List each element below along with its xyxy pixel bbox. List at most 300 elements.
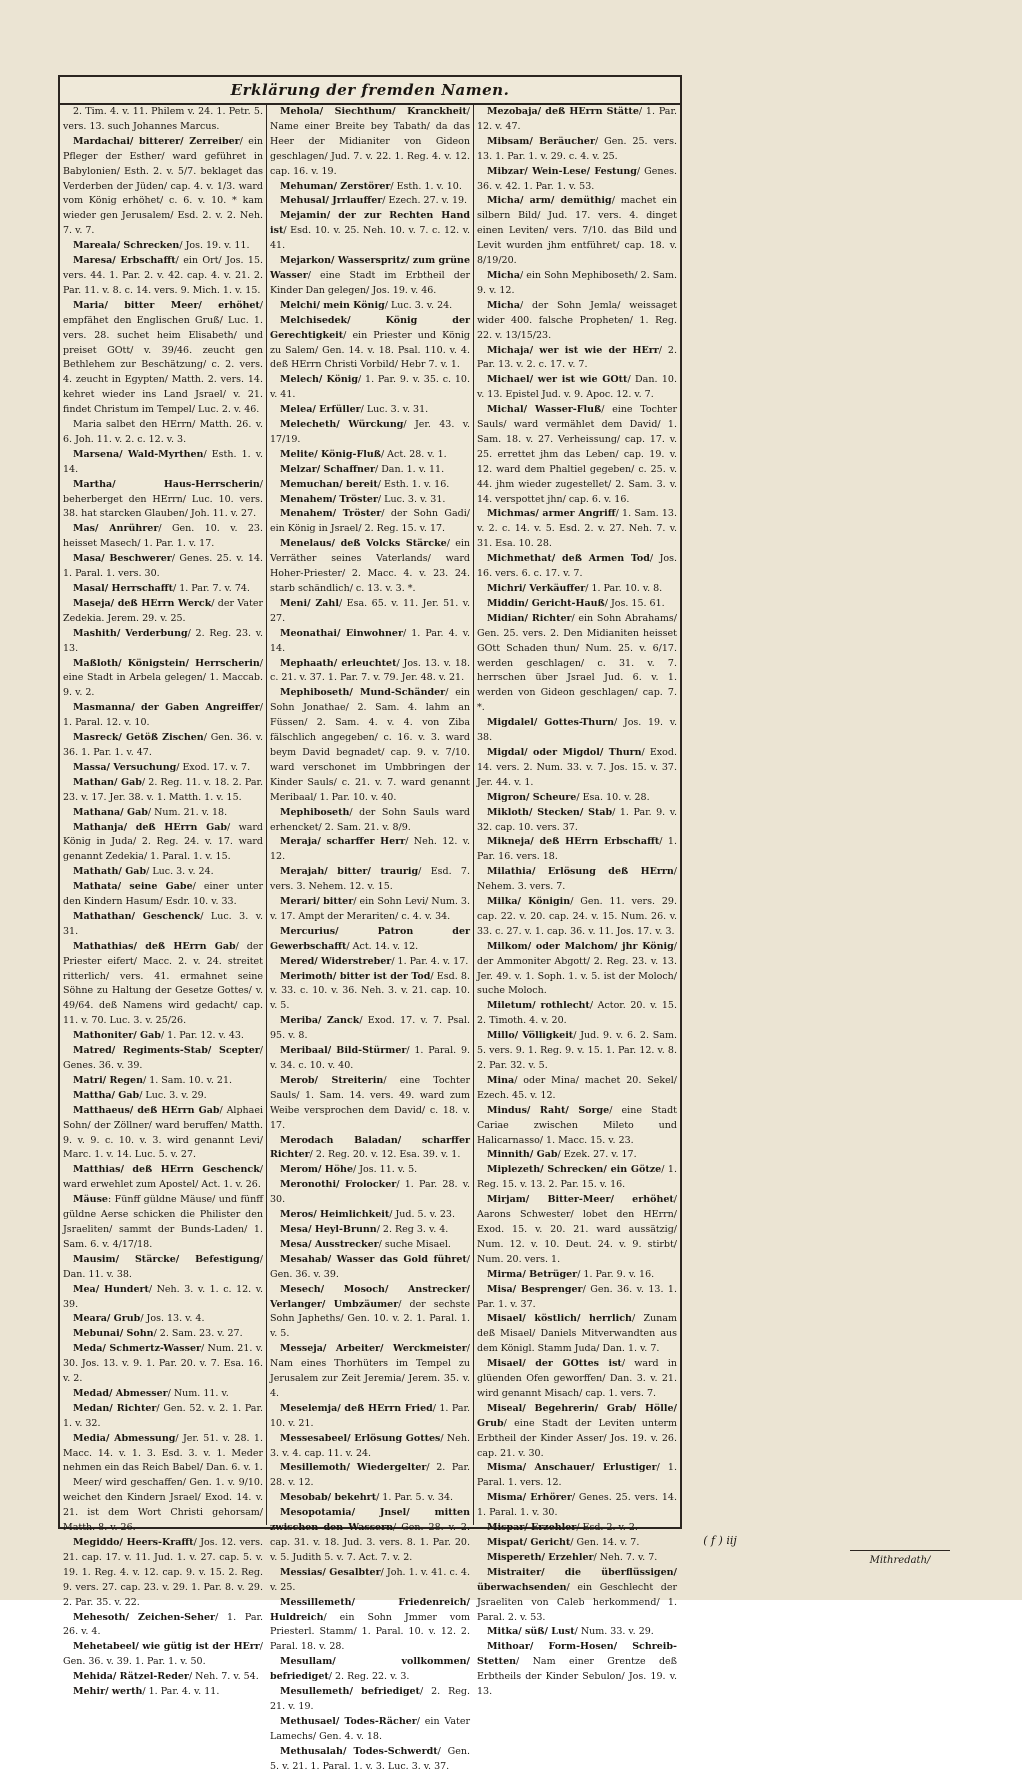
entry-text: / 2. Reg. 23. v. 13. xyxy=(63,627,263,654)
entry-headword: Michal/ Wasser-Fluß xyxy=(487,404,602,416)
dictionary-entry xyxy=(477,165,677,195)
dictionary-entry xyxy=(477,806,677,836)
entry-headword: Merom/ Höhe xyxy=(280,1164,353,1176)
dictionary-entry xyxy=(270,537,470,597)
entry-text: / Genes. 25. vers. 14. 1. Paral. 1. v. 30. xyxy=(477,1492,677,1519)
entry-headword: Mathoniter/ Gab xyxy=(73,1030,161,1042)
entry-headword: Messeja/ Arbeiter/ Werckmeister xyxy=(280,1343,467,1355)
dictionary-entry xyxy=(270,686,470,805)
entry-text: / Num. 21. v. 30. Jos. 13. v. 9. 1. Par. 20. v. 7. Esa. 16. v. 2. xyxy=(63,1343,263,1385)
dictionary-entry xyxy=(63,418,263,448)
entry-text: / eine Stadt im Erbtheil der Kinder Dan gelegen/ Jos. 19. v. 46. xyxy=(270,269,470,296)
entry-text: / Jos. 19. v. 11. xyxy=(179,240,250,252)
dictionary-entry xyxy=(477,269,677,299)
dictionary-entry xyxy=(63,1089,263,1104)
dictionary-entry xyxy=(477,865,677,895)
entry-headword: Meronothi/ Frolocker xyxy=(280,1179,397,1191)
dictionary-entry xyxy=(270,1283,470,1343)
dictionary-entry xyxy=(63,1253,263,1283)
dictionary-entry xyxy=(270,194,470,209)
dictionary-entry xyxy=(63,627,263,657)
dictionary-entry xyxy=(63,776,263,806)
entry-headword: Masreck/ Getöß Zischen xyxy=(73,732,204,744)
entry-headword: Masa/ Beschwerer xyxy=(73,553,172,565)
dictionary-entry xyxy=(477,1357,677,1402)
entry-text: / ein Verräther seines Vaterlands/ ward Hoher-Priester/ 2. Macc. 4. v. 23. 24. starb schändlich/ c. 13. v. 3. *. xyxy=(270,538,470,594)
dictionary-entry xyxy=(270,1715,470,1745)
dictionary-entry xyxy=(477,895,677,940)
entry-text: / Esd. 2. v. 2. xyxy=(576,1522,638,1534)
dictionary-entry xyxy=(63,552,263,582)
dictionary-entry xyxy=(477,1193,677,1268)
entry-headword: Mered/ Widerstreber xyxy=(280,955,392,967)
entry-text: / der Priester eifert/ Macc. 2. v. 24. streitet ritterlich/ vers. 41. ermahnet seine Söhne zu Haltung der Gesetze Gottes/ v. 49/64. deß Namens wird gedacht/ cap. 11. v. 70. Luc. 3. v. 25/26. xyxy=(63,940,264,1027)
entry-text: / 1. Paral. 1. vers. 12. xyxy=(477,1462,677,1489)
dictionary-entry xyxy=(477,1625,677,1640)
dictionary-entry xyxy=(270,478,470,493)
signature-mark: ( f ) iij xyxy=(703,1534,737,1547)
dictionary-entry xyxy=(477,1521,677,1536)
entry-text: / Jos. 13. v. 18. c. 21. v. 37. 1. Par. 7. v. 79. Jer. 48. v. 21. xyxy=(270,657,470,684)
entry-text: / Zunam deß Misael/ Daniels Mitverwandten aus dem Königl. Stamm Juda/ Dan. 1. v. 7. xyxy=(477,1313,677,1355)
entry-text: / 1. Par. 9. v. 16. xyxy=(577,1268,655,1280)
dictionary-entry xyxy=(63,1044,263,1074)
entry-text: / ein Sohn Mephiboseth/ 2. Sam. 9. v. 12. xyxy=(477,269,677,296)
entry-text: / der Ammoniter Abgott/ 2. Reg. 23. v. 13. Jer. 49. v. 1. Soph. 1. v. 5. ist der Moloch/ suche Moloch. xyxy=(477,940,677,997)
entry-text: : Fünff güldne Mäuse/ und fünff güldne Aerse schicken die Philister den Jsraeliten/ sammt der Bunds-Laden/ 1. Sam. 6. v. 4/17/18. xyxy=(63,1194,263,1250)
dictionary-entry xyxy=(63,1402,263,1432)
dictionary-entry xyxy=(477,1551,677,1566)
entry-text: / einer unter den Kindern Hasum/ Esdr. 10. v. 33. xyxy=(63,881,263,908)
dictionary-entry xyxy=(270,373,470,403)
entry-headword: Merajah/ bitter/ traurig xyxy=(280,866,419,878)
entry-text: / machet ein silbern Bild/ Jud. 17. vers. 4. dinget einen Leviten/ vers. 7/10. das Bild und Levit wurden jhm entführet/ cap. 18. v. 8/19/20. xyxy=(477,195,677,267)
entry-headword: Mashith/ Verderbung xyxy=(73,627,188,639)
entry-headword: Mezobaja/ deß HErrn Stätte xyxy=(487,106,639,117)
dictionary-entry xyxy=(63,880,263,910)
entry-headword: Michaja/ wer ist wie der HErr xyxy=(487,344,659,356)
dictionary-entry xyxy=(63,1342,263,1387)
entry-headword: Meda/ Schmertz-Wasser xyxy=(73,1343,202,1355)
entry-headword: Milka/ Königin xyxy=(487,896,571,908)
entry-headword: Masmanna/ der Gaben Angreiffer xyxy=(73,702,260,714)
entry-headword: Melchisedek/ König der Gerechtigkeit xyxy=(270,314,470,341)
dictionary-entry xyxy=(63,1283,263,1313)
dictionary-entry xyxy=(270,254,470,299)
entry-headword: Mathathan/ Geschenck xyxy=(73,910,201,922)
entry-text: / der Sohn Gadi/ ein König in Jsrael/ 2. Reg. 15. v. 17. xyxy=(270,508,470,535)
entry-headword: Mehuman/ Zerstörer xyxy=(280,180,391,192)
dictionary-entry xyxy=(270,1506,470,1566)
entry-text: / suche Misael. xyxy=(378,1238,451,1250)
entry-headword: Mibsam/ Beräucher xyxy=(487,135,595,147)
dictionary-entry xyxy=(63,1074,263,1089)
dictionary-entry xyxy=(270,1178,470,1208)
dictionary-entry xyxy=(270,1044,470,1074)
dictionary-entry xyxy=(270,1566,470,1596)
entry-headword: Miplezeth/ Schrecken/ ein Götze xyxy=(487,1164,662,1176)
dictionary-entry xyxy=(477,1104,677,1149)
dictionary-entry xyxy=(270,597,470,627)
entry-text: / 1. Par. 9. v. 32. cap. 10. vers. 37. xyxy=(477,806,677,833)
entry-text: / eine Stadt Cariae zwischen Mileto und Halicarnasso/ 1. Macc. 15. v. 23. xyxy=(477,1104,677,1146)
entry-text: / eine Stadt der Leviten unterm Erbtheil der Kinder Asser/ Jos. 19. v. 26. cap. 21. v. 30. xyxy=(477,1417,677,1459)
entry-headword: Meraja/ scharffer Herr xyxy=(280,836,406,848)
dictionary-entry xyxy=(63,448,263,478)
catchword: Mithredath/ xyxy=(850,1550,950,1571)
entry-text: / Num. 21. v. 18. xyxy=(147,806,228,818)
dictionary-entry xyxy=(270,209,470,254)
entry-headword: Mesahab/ Wasser das Gold führet xyxy=(280,1253,467,1265)
entry-headword: Menelaus/ deß Volcks Stärcke xyxy=(280,538,447,550)
entry-text: / Name einer Breite bey Tabath/ da das Heer der Midianiter von Gideon geschlagen/ Jud. 7. v. 22. 1. Reg. 4. v. 12. cap. 16. v. 19. xyxy=(270,106,470,177)
entry-text: / Dan. 10. v. 13. Epistel Jud. v. 9. Apoc. 12. v. 7. xyxy=(477,374,677,401)
dictionary-entry xyxy=(63,1670,263,1685)
text-frame xyxy=(58,75,682,1772)
entry-headword: Midian/ Richter xyxy=(487,612,572,624)
entry-headword: Messesabeel/ Erlösung Gottes xyxy=(280,1432,441,1444)
dictionary-entry xyxy=(477,582,677,597)
dictionary-entry xyxy=(63,1104,263,1164)
entry-headword: Misma/ Erhörer xyxy=(487,1492,572,1504)
entry-text: / ein Pfleger der Esther/ ward geführet in Babylonien/ Esth. 2. v. 5/7. beklaget das Verderben der Jüden/ cap. 4. v. 1/3. ward vom König erhöhet/ c. 6. v. 10. * kam wieder gen Jerusalem/ Esd. 2. v. 2. Neh. 7. v. 7. xyxy=(63,135,264,237)
entry-headword: Martha/ Haus-Herrscherin xyxy=(73,478,260,490)
entry-headword: Mea/ Hundert xyxy=(73,1283,149,1295)
entry-text: / Num. 11. v. xyxy=(167,1387,229,1399)
entry-headword: Mattha/ Gab xyxy=(73,1089,140,1101)
entry-headword: Mehola/ Siechthum/ Kranckheit xyxy=(280,106,467,117)
dictionary-entry xyxy=(270,1432,470,1462)
dictionary-entry xyxy=(63,478,263,523)
entry-text: / Jos. 12. vers. 21. cap. 17. v. 11. Jud. 1. v. 27. cap. 5. v. 19. 1. Reg. 4. v. 12. cap. 9. v. 15. 2. Reg. 9. vers. 27. cap. 23. v. 29. 1. Par. 8. v. 29. 2. Par. 35. v. 22. xyxy=(63,1537,263,1608)
entry-headword: Misma/ Anschauer/ Erlustiger xyxy=(487,1462,657,1474)
entry-headword: Miseal/ Begehrerin/ Grab/ Hölle/ Grub xyxy=(477,1402,677,1429)
entry-headword: Melite/ König-Fluß xyxy=(280,448,381,460)
entry-text: / 1. Par. 28. v. 30. xyxy=(270,1179,471,1206)
entry-text: / Gen. 10. v. 23. heisset Masech/ 1. Par. 1. v. 17. xyxy=(63,523,263,550)
entry-headword: Mispat/ Gericht xyxy=(487,1537,571,1548)
entry-text: / Esth. 1. v. 14. xyxy=(63,448,263,475)
entry-headword: Mikloth/ Stecken/ Stab xyxy=(487,806,613,818)
entry-text: / Dan. 1. v. 11. xyxy=(374,463,445,475)
entry-headword: Mesopotamia/ Jnsel/ mitten zwischen den Wassern xyxy=(270,1507,470,1534)
entry-headword: Mehetabeel/ wie gütig ist der HErr xyxy=(73,1641,260,1653)
entry-text: / Exod. 17. v. 7. xyxy=(176,761,251,773)
entry-headword: Mejamin/ der zur Rechten Hand ist xyxy=(270,210,470,237)
entry-text: / Genes. 36. v. 42. 1. Par. 1. v. 53. xyxy=(477,165,677,192)
dictionary-entry xyxy=(477,716,677,746)
entry-headword: Migdal/ oder Migdol/ Thurn xyxy=(487,746,642,758)
entry-text: / Esth. 1. v. 16. xyxy=(377,478,450,490)
entry-text: / 1. Par. 26. v. 4. xyxy=(63,1611,264,1638)
entry-headword: Mas/ Anrührer xyxy=(73,523,159,535)
dictionary-entry xyxy=(63,1029,263,1044)
entry-headword: Middin/ Gericht-Hauß xyxy=(487,597,605,609)
entry-headword: Masal/ Herrschafft xyxy=(73,583,173,594)
dictionary-entry xyxy=(270,1491,470,1506)
dictionary-entry xyxy=(477,1029,677,1074)
entry-headword: Melzar/ Schaffner xyxy=(280,463,375,475)
dictionary-entry xyxy=(63,1163,263,1193)
dictionary-entry xyxy=(63,821,263,866)
entry-text: / Neh. 7. v. 7. xyxy=(593,1551,658,1563)
entry-text: / 2. Reg. 22. v. 3. xyxy=(328,1671,410,1683)
entry-headword: Meriba/ Zanck xyxy=(280,1015,360,1027)
entry-text: / ein Sohn Abrahams/ Gen. 25. vers. 2. Den Midianiten heisset GOtt Schaden thun/ Num. 25. v. 6/17. werden geschlagen/ c. 31. v. 7. herrschen über Jsrael Jud. 6. v. 1. werden von Gideon geschlagen/ cap. 7. *. xyxy=(477,612,677,714)
entry-headword: Mesullemeth/ befriediget xyxy=(280,1686,420,1698)
entry-text: / Jos. 19. v. 38. xyxy=(477,717,677,744)
entry-headword: Mathath/ Gab xyxy=(73,866,147,878)
dictionary-entry xyxy=(63,522,263,552)
entry-headword: Micha xyxy=(487,269,520,281)
entry-headword: Memuchan/ bereit xyxy=(280,478,378,490)
dictionary-entry xyxy=(270,1163,470,1178)
entry-text: / 1. Par. 16. vers. 18. xyxy=(477,836,677,863)
entry-headword: Mardachai/ bitterer/ Zerreiber xyxy=(73,135,240,147)
entry-text: / Genes. 36. v. 39. xyxy=(63,1045,263,1071)
entry-text: / Gen. 14. v. 7. xyxy=(570,1537,640,1548)
column-middle xyxy=(267,105,473,1772)
dictionary-entry xyxy=(270,493,470,508)
dictionary-entry xyxy=(63,1685,263,1700)
dictionary-entry xyxy=(477,507,677,552)
dictionary-entry xyxy=(270,925,470,955)
entry-text: / ein Sohn Jonathae/ 2. Sam. 4. lahm an Füssen/ 2. Sam. 4. v. 4. von Ziba fälschlich angegeben/ c. 16. v. 3. ward beym David begnadet/ cap. 9. v. 7/10. ward verschonet im Umbbringen der Kinder Sauls/ c. 21. v. 7. ward genannt Meribaal/ 1. Par. 10. v. 40. xyxy=(270,687,471,803)
entry-text: / der Sohn Jemla/ weissaget wider 400. falsche Propheten/ 1. Reg. 22. v. 13/15/23. xyxy=(477,299,677,341)
dictionary-entry xyxy=(477,403,677,507)
entry-text: / Gen. 28. v. 2. cap. 31. v. 18. Jud. 3. vers. 8. 1. Par. 20. v. 5. Judith 5. v. 7. Act. 7. v. 2. xyxy=(270,1522,470,1563)
entry-text: / 1. Par. 9. v. 35. c. 10. v. 41. xyxy=(270,374,470,401)
dictionary-entry xyxy=(270,1655,470,1685)
dictionary-entry xyxy=(63,701,263,731)
entry-text: / 1. Par. 5. v. 34. xyxy=(376,1492,454,1504)
dictionary-entry xyxy=(270,970,470,1015)
entry-text: / 1. Par. 4. v. 11. xyxy=(142,1686,220,1698)
entry-headword: Merodach Baladan/ scharffer Richter xyxy=(270,1134,470,1161)
entry-headword: Mephaath/ erleuchtet xyxy=(280,657,397,669)
dictionary-entry xyxy=(477,612,677,716)
entry-text: Maria salbet den HErrn/ Matth. 26. v. 6. Joh. 11. v. 2. c. 12. v. 3. xyxy=(63,419,263,445)
entry-headword: Matthaeus/ deß HErrn Gab xyxy=(73,1104,220,1116)
entry-text: / Gen. 52. v. 2. 1. Par. 1. v. 32. xyxy=(63,1402,263,1429)
entry-headword: Migron/ Scheure xyxy=(487,791,577,803)
entry-text: / 1. Par. 7. v. 74. xyxy=(172,583,250,594)
entry-headword: Maresa/ Erbschafft xyxy=(73,255,176,267)
entry-text: / 1. Sam. 13. v. 2. c. 14. v. 5. Esd. 2. v. 27. Neh. 7. v. 31. Esa. 10. 28. xyxy=(477,508,677,550)
entry-headword: Massa/ Versuchung xyxy=(73,761,177,773)
dictionary-entry xyxy=(270,418,470,448)
entry-text: / 1. Reg. 15. v. 13. 2. Par. 15. v. 16. xyxy=(477,1164,677,1191)
dictionary-entry xyxy=(63,1611,263,1641)
entry-text: / beherberget den HErrn/ Luc. 10. vers. 38. hat starcken Glauben/ Joh. 11. v. 27. xyxy=(63,478,263,520)
entry-text: / Neh. 7. v. 54. xyxy=(188,1671,259,1683)
dictionary-entry xyxy=(477,999,677,1029)
entry-text: / Luc. 3. v. 31. xyxy=(63,910,263,937)
dictionary-entry xyxy=(63,1536,263,1611)
entry-text: / Esd. 8. v. 33. c. 10. v. 36. Neh. 3. v. 21. cap. 10. v. 5. xyxy=(270,970,470,1012)
entry-text: / Neh. 3. v. 4. cap. 11. v. 24. xyxy=(270,1432,470,1459)
dictionary-entry xyxy=(477,1148,677,1163)
entry-headword: Mistraiter/ die überflüssigen/ überwachsenden xyxy=(477,1566,677,1593)
dictionary-entry xyxy=(63,806,263,821)
dictionary-entry xyxy=(63,254,263,299)
entry-text: / Jos. 13. v. 4. xyxy=(140,1313,205,1325)
entry-headword: Merimoth/ bitter ist der Tod xyxy=(280,970,431,982)
dictionary-entry xyxy=(270,314,470,374)
entry-text: / Neh. 12. v. 12. xyxy=(270,836,470,863)
entry-text: / Jer. 51. v. 28. 1. Macc. 14. v. 1. 3. Esd. 3. v. 1. Meder nehmen ein das Reich Babel/ Dan. 6. v. 1. xyxy=(63,1432,263,1474)
entry-headword: Mareala/ Schrecken xyxy=(73,240,180,252)
entry-headword: Messillemeth/ Friedenreich/ Huldreich xyxy=(270,1596,470,1623)
dictionary-entry xyxy=(477,373,677,403)
dictionary-entry xyxy=(63,239,263,254)
entry-headword: Migdalel/ Gottes-Thurn xyxy=(487,717,615,729)
entry-headword: Milkom/ oder Malchom/ jhr König xyxy=(487,940,674,952)
dictionary-entry xyxy=(63,1640,263,1670)
dictionary-entry xyxy=(477,105,677,135)
dictionary-entry xyxy=(63,1327,263,1342)
entry-headword: Methusael/ Todes-Rächer xyxy=(280,1715,417,1727)
dictionary-entry xyxy=(477,1074,677,1104)
dictionary-entry xyxy=(63,105,263,135)
entry-headword: Mibzar/ Wein-Lese/ Festung xyxy=(487,165,637,177)
entry-text: / oder Mina/ machet 20. Sekel/ Ezech. 45. v. 12. xyxy=(477,1074,677,1101)
dictionary-entry xyxy=(477,1268,677,1283)
dictionary-entry xyxy=(63,135,263,239)
dictionary-entry xyxy=(270,299,470,314)
entry-headword: Michmethat/ deß Armen Tod xyxy=(487,553,650,565)
entry-text: / Jos. 11. v. 5. xyxy=(353,1164,418,1176)
entry-headword: Maria/ bitter Meer/ erhöhet xyxy=(73,299,260,311)
dictionary-entry xyxy=(270,895,470,925)
entry-text: / ward erwehlet zum Apostel/ Act. 1. v. 26. xyxy=(63,1164,263,1191)
entry-text: / ein Vater Lamechs/ Gen. 4. v. 18. xyxy=(270,1715,470,1742)
entry-text: / Jud. 5. v. 23. xyxy=(389,1209,455,1221)
entry-headword: Miletum/ rothlecht xyxy=(487,1000,590,1012)
entry-text: / ein Geschlecht der Jsraeliten von Caleb herkommend/ 1. Paral. 2. v. 53. xyxy=(477,1581,677,1623)
entry-headword: Meros/ Heimlichkeit xyxy=(280,1209,390,1221)
entry-text: / Luc. 3. v. 24. xyxy=(384,299,453,311)
entry-headword: Mesa/ Heyl-Brunn xyxy=(280,1223,377,1235)
dictionary-entry xyxy=(270,806,470,836)
entry-headword: Melech/ König xyxy=(280,374,359,386)
entry-text: / Gen. 36. v. 36. 1. Par. 1. v. 47. xyxy=(63,732,263,758)
entry-text: / 1. Par. 10. v. 8. xyxy=(585,583,663,594)
entry-headword: Maßloth/ Königstein/ Herrscherin xyxy=(73,657,260,669)
entry-headword: Mithoar/ Form-Hosen/ Schreib-Stetten xyxy=(477,1641,677,1668)
dictionary-entry xyxy=(270,1134,470,1164)
dictionary-entry xyxy=(270,657,470,687)
entry-text: / 2. Par. 13. v. 2. c. 17. v. 7. xyxy=(477,344,677,371)
entry-text: / der Vater Zedekia. Jerem. 29. v. 25. xyxy=(63,597,263,624)
entry-text: / 1. Par. 4. v. 17. xyxy=(391,955,469,967)
entry-headword: Mesillemoth/ Wiedergelter xyxy=(280,1462,427,1474)
dictionary-entry xyxy=(270,1253,470,1283)
entry-text: / Gen. 11. vers. 29. cap. 22. v. 20. cap. 24. v. 15. Num. 26. v. 33. c. 27. v. 1. cap. 36. v. 11. Jos. 17. v. 3. xyxy=(477,896,677,937)
entry-text: / 1. Par. 12. v. 43. xyxy=(160,1030,244,1042)
entry-headword: Mesa/ Ausstrecker xyxy=(280,1238,379,1250)
entry-headword: Menahem/ Tröster xyxy=(280,493,378,505)
entry-text: Meer/ wird geschaffen/ Gen. 1. v. 9/10. weichet den Kindern Jsrael/ Exod. 14. v. 21. ist dem Wort Christi gehorsam/ Matth. 8. v. 26. xyxy=(63,1477,263,1534)
dictionary-entry xyxy=(477,597,677,612)
dictionary-entry xyxy=(63,761,263,776)
dictionary-entry xyxy=(477,940,677,1000)
dictionary-entry xyxy=(270,448,470,463)
entry-text: / 1. Paral. 9. v. 34. c. 10. v. 40. xyxy=(270,1045,471,1071)
entry-headword: Merob/ Streiterin xyxy=(280,1074,384,1086)
entry-text: / empfähet den Englischen Gruß/ Luc. 1. vers. 28. suchet heim Elisabeth/ und preiset GOtt/ v. 39/46. zeucht gen Bethlehem zur Beschätzung/ c. 2. vers. 4. zeucht in Egypten/ Matth. 2. vers. 14. kehret wieder ins Land Jsrael/ v. 21. findet Christum im Tempel/ Luc. 2. v. 46. xyxy=(63,299,263,416)
entry-headword: Mathana/ Gab xyxy=(73,806,148,818)
entry-headword: Mesullam/ vollkommen/ befriediget xyxy=(270,1656,470,1683)
entry-headword: Michael/ wer ist wie GOtt xyxy=(487,374,628,386)
entry-text: / 2. Reg. 21. v. 19. xyxy=(270,1686,470,1712)
entry-text: / Joh. 1. v. 41. c. 4. v. 25. xyxy=(270,1566,470,1593)
column-left xyxy=(60,105,266,1698)
dictionary-entry xyxy=(270,955,470,970)
entry-headword: Mathan/ Gab xyxy=(73,776,142,788)
dictionary-entry xyxy=(270,835,470,865)
dictionary-entry xyxy=(477,746,677,791)
entry-headword: Mathata/ seine Gabe xyxy=(73,881,193,893)
entry-headword: Millo/ Völligkeit xyxy=(487,1030,574,1042)
entry-headword: Messias/ Gesalbter xyxy=(280,1566,381,1578)
entry-headword: Meni/ Zahl xyxy=(280,597,339,609)
entry-text: / 1. Par. 10. v. 21. xyxy=(270,1402,470,1429)
column-right xyxy=(474,105,680,1698)
entry-headword: Melchi/ mein König xyxy=(280,299,385,311)
entry-text: / Jos. 16. vers. 6. c. 17. v. 7. xyxy=(477,553,677,580)
entry-text: / Luc. 3. v. 31. xyxy=(360,404,429,416)
dictionary-entry xyxy=(477,552,677,582)
dictionary-entry xyxy=(63,299,263,418)
dictionary-entry xyxy=(477,344,677,374)
dictionary-entry xyxy=(63,1432,263,1477)
dictionary-entry xyxy=(477,1491,677,1521)
entry-headword: Mejarkon/ Wasserspritz/ zum grüne Wasser xyxy=(270,255,470,281)
entry-text: / eine Tochter Sauls/ 1. Sam. 14. vers. 49. ward zum Weibe versprochen dem David/ c. 18. v. 17. xyxy=(270,1074,470,1131)
entry-headword: Misael/ der GOttes ist xyxy=(487,1358,622,1370)
entry-text: / eine Tochter Sauls/ ward vermählet dem David/ 1. Sam. 18. v. 27. Verheissung/ cap. 17. v. 25. errettet jhm das Leben/ cap. 19. v. 12. ward dem Phaltiel gegeben/ c. 25. v. 44. jhm wieder zugestellet/ 2. Sam. 3. v. 14. verspottet jhn/ cap. 6. v. 16. xyxy=(477,404,677,505)
dictionary-entry xyxy=(63,1312,263,1327)
entry-headword: Micha xyxy=(487,299,520,311)
entry-text: / Ezech. 27. v. 19. xyxy=(382,195,468,207)
dictionary-entry xyxy=(477,1283,677,1313)
entry-text: / Act. 28. v. 1. xyxy=(380,448,447,460)
entry-headword: Milathia/ Erlösung deß HErrn xyxy=(487,866,674,878)
dictionary-entry xyxy=(63,1387,263,1402)
entry-headword: Meara/ Grub xyxy=(73,1313,141,1325)
entry-headword: Mehusal/ Jrrlauffer xyxy=(280,195,383,207)
dictionary-entry xyxy=(477,194,677,269)
entry-text: / ward in glüenden Ofen geworffen/ Dan. 3. v. 21. wird genannt Misach/ cap. 1. vers. 7. xyxy=(477,1358,677,1399)
dictionary-entry xyxy=(63,940,263,1029)
entry-headword: Medad/ Abmesser xyxy=(73,1387,168,1399)
dictionary-entry xyxy=(477,299,677,344)
entry-text: / Exod. 14. vers. 2. Num. 33. v. 7. Jos. 15. v. 37. Jer. 44. v. 1. xyxy=(477,746,677,788)
entry-text: / der sechste Sohn Japheths/ Gen. 10. v. 2. 1. Paral. 1. v. 5. xyxy=(270,1298,470,1340)
dictionary-entry xyxy=(270,1745,470,1775)
entry-headword: Medan/ Richter xyxy=(73,1402,157,1414)
entry-headword: Meribaal/ Bild-Stürmer xyxy=(280,1045,407,1057)
entry-text: / Nam eines Thorhüters im Tempel zu Jerusalem zur Zeit Jeremia/ Jerem. 35. v. 4. xyxy=(270,1343,470,1399)
entry-text: / Jud. 9. v. 6. 2. Sam. 5. vers. 9. 1. Reg. 9. v. 15. 1. Par. 12. v. 8. 2. Par. 32. v. 5. xyxy=(477,1030,677,1071)
dictionary-entry xyxy=(63,657,263,702)
entry-text: / 2. Reg. 20. v. 12. Esa. 39. v. 1. xyxy=(309,1149,461,1161)
dictionary-entry xyxy=(63,865,263,880)
dictionary-entry xyxy=(270,1596,470,1656)
entry-text: / Gen. 25. vers. 13. 1. Par. 1. v. 29. c. 4. v. 25. xyxy=(477,135,677,162)
entry-headword: Melea/ Erfüller xyxy=(280,404,361,416)
